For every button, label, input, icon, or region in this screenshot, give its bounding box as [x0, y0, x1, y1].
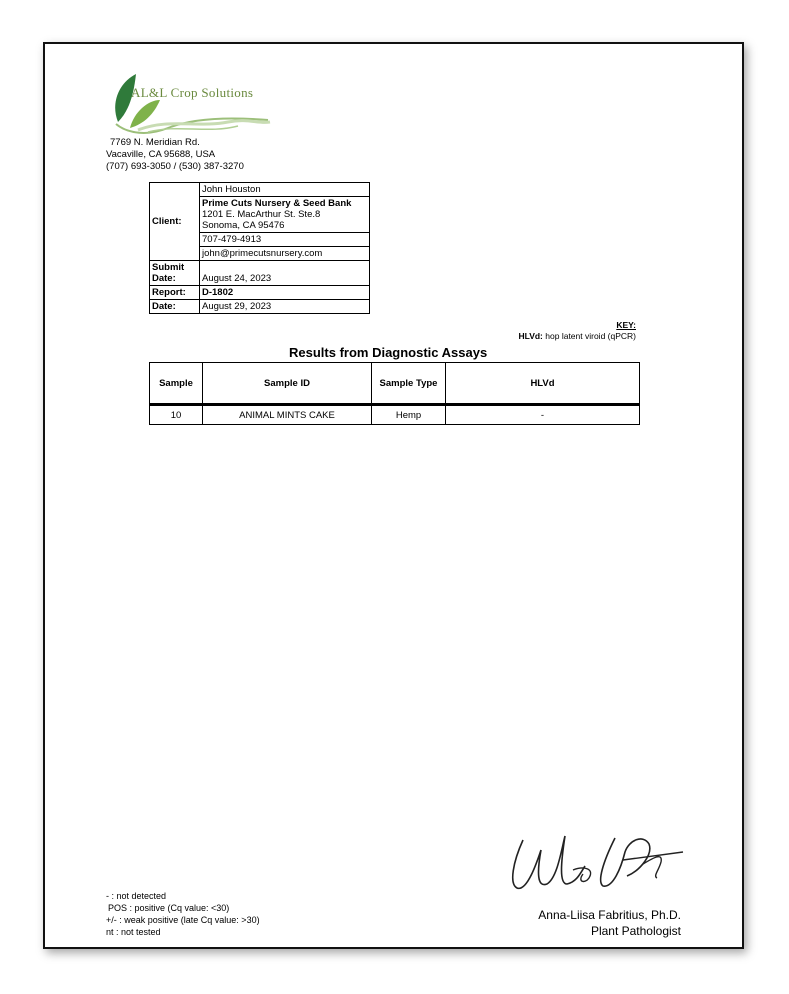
key-desc: hop latent viroid (qPCR) — [545, 331, 636, 341]
legend-item: nt : not tested — [106, 927, 161, 937]
signature — [503, 822, 693, 902]
client-phone: 707-479-4913 — [200, 233, 370, 247]
client-label: Client: — [150, 183, 200, 261]
date-label: Date: — [150, 300, 200, 314]
address-city: Vacaville, CA 95688, USA — [106, 149, 216, 160]
client-business: Prime Cuts Nursery & Seed Bank — [202, 198, 352, 209]
client-info-table — [149, 182, 370, 314]
cell-sample: 10 — [150, 405, 203, 425]
col-sample: Sample — [150, 363, 203, 405]
table-row — [150, 405, 640, 425]
report-date: August 29, 2023 — [200, 300, 370, 314]
client-street: 1201 E. MacArthur St. Ste.8 — [202, 209, 321, 220]
report-page — [43, 42, 744, 949]
signer-title: Plant Pathologist — [590, 924, 681, 938]
cell-hlvd: - — [446, 405, 640, 425]
report-number: D-1802 — [200, 286, 370, 300]
company-address — [106, 137, 244, 173]
results-table — [149, 362, 640, 425]
legend-item: POS : positive (Cq value: <30) — [108, 903, 230, 913]
client-address — [200, 197, 370, 233]
signer-block — [538, 907, 681, 939]
col-sample-type: Sample Type — [372, 363, 446, 405]
submit-date-value: August 24, 2023 — [200, 261, 370, 286]
cell-sample-type: Hemp — [372, 405, 446, 425]
logo-text: AL&L Crop Solutions — [131, 85, 254, 100]
results-title: Results from Diagnostic Assays — [289, 345, 488, 360]
key-legend — [519, 320, 637, 342]
client-city: Sonoma, CA 95476 — [202, 220, 285, 231]
result-legend — [106, 890, 260, 938]
client-email: john@primecutsnursery.com — [200, 247, 370, 261]
signer-name: Anna-Liisa Fabritius, Ph.D. — [538, 908, 681, 922]
submit-date-label: Submit Date: — [150, 261, 200, 286]
col-sample-id: Sample ID — [203, 363, 372, 405]
legend-item: +/- : weak positive (late Cq value: >30) — [106, 915, 260, 925]
key-title: KEY: — [616, 320, 636, 330]
legend-item: - : not detected — [106, 891, 167, 901]
cell-sample-id: ANIMAL MINTS CAKE — [203, 405, 372, 425]
client-contact: John Houston — [200, 183, 370, 197]
address-phone: (707) 693-3050 / (530) 387-3270 — [106, 161, 244, 172]
key-abbr: HLVd: — [518, 331, 543, 341]
col-hlvd: HLVd — [446, 363, 640, 405]
company-logo — [108, 72, 278, 138]
report-label: Report: — [150, 286, 200, 300]
address-street: 7769 N. Meridian Rd. — [110, 137, 200, 148]
